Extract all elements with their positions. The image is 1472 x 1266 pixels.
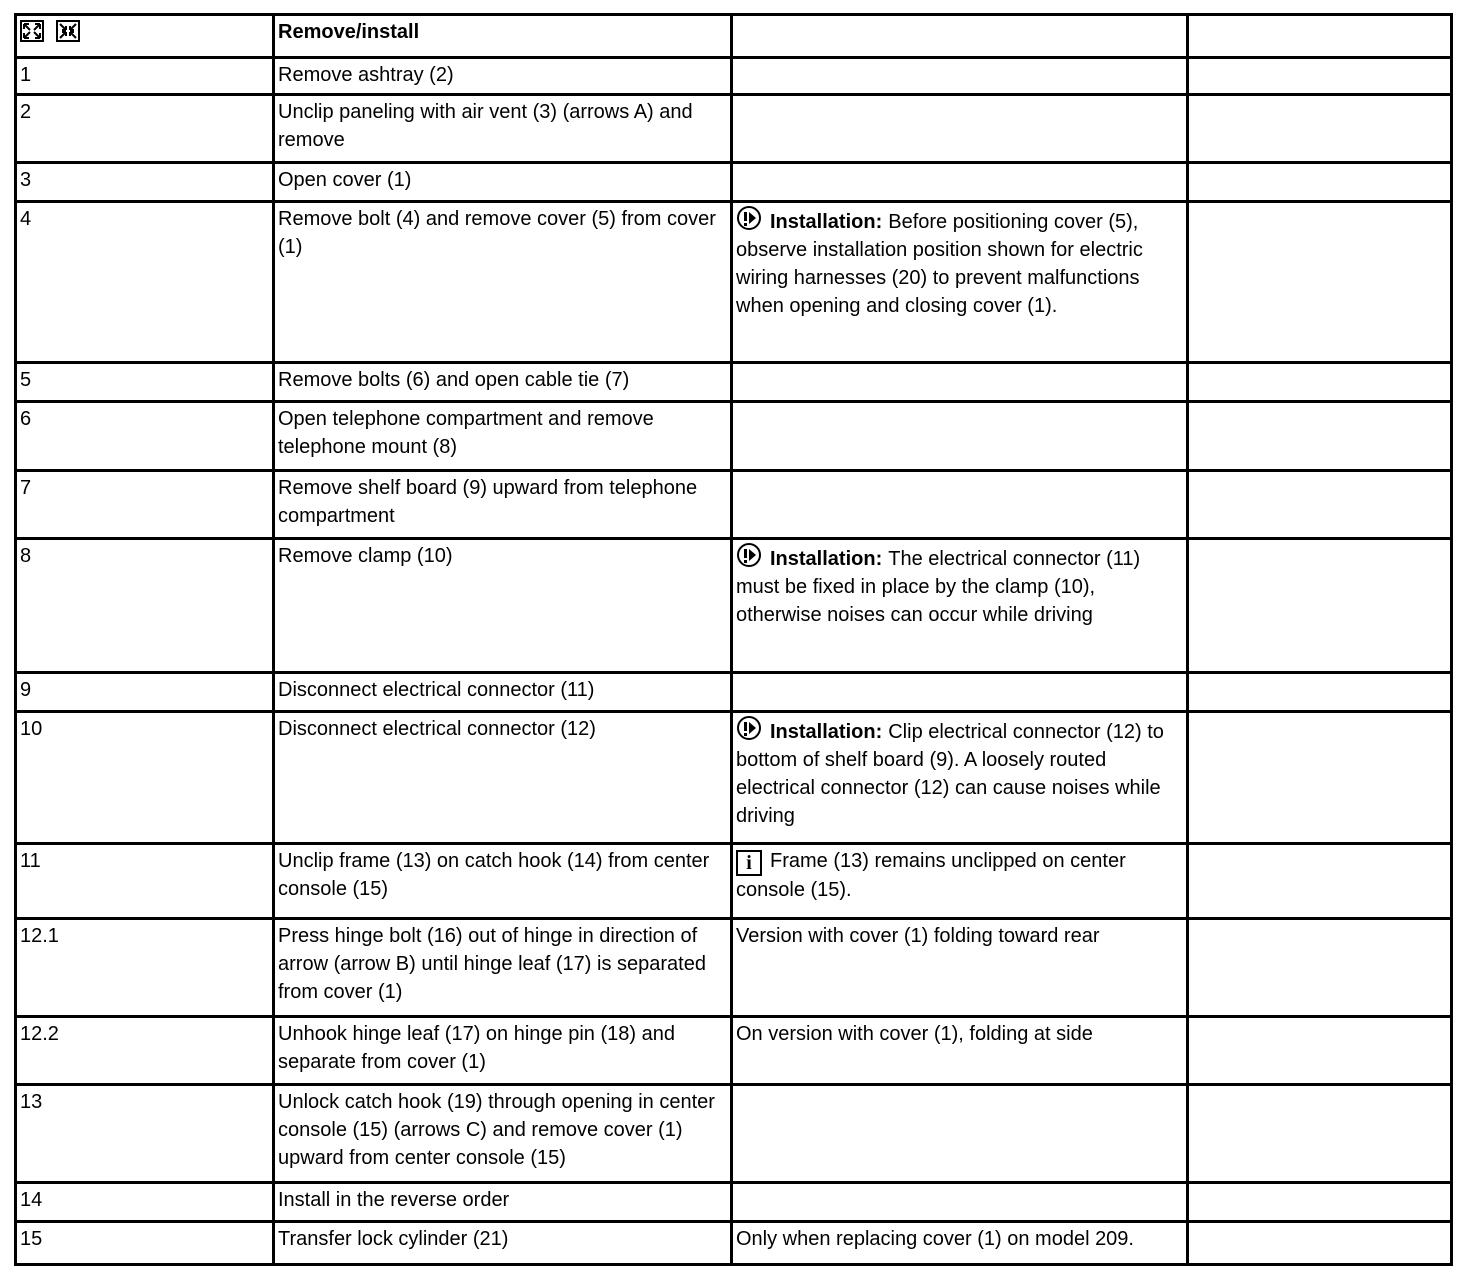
header-empty-cell [732, 15, 1188, 58]
step-number: 12.1 [16, 919, 274, 1017]
header-title: Remove/install [274, 15, 732, 58]
note-label: Installation: [770, 211, 883, 233]
note-text: On version with cover (1), folding at side [736, 1023, 1093, 1045]
note-label: Installation: [770, 721, 883, 743]
header-icons-cell [16, 15, 274, 58]
step-action: Remove bolt (4) and remove cover (5) from cover (1) [274, 202, 732, 363]
step-action: Transfer lock cylinder (21) [274, 1222, 732, 1265]
step-number: 9 [16, 673, 274, 712]
table-row [16, 1183, 1452, 1222]
table-row [16, 673, 1452, 712]
step-note [732, 539, 1188, 673]
table-row [16, 363, 1452, 402]
step-action: Remove shelf board (9) upward from telephone compartment [274, 471, 732, 539]
table-row [16, 712, 1452, 844]
step-action: Unlock catch hook (19) through opening in center console (15) (arrows C) and remove cover (1) upward from center console (15) [274, 1085, 732, 1183]
step-action: Disconnect electrical connector (11) [274, 673, 732, 712]
step-action: Open cover (1) [274, 163, 732, 202]
empty-cell [1188, 163, 1452, 202]
step-number: 5 [16, 363, 274, 402]
empty-cell [1188, 539, 1452, 673]
empty-cell [1188, 844, 1452, 919]
empty-cell [1188, 1222, 1452, 1265]
step-action: Remove bolts (6) and open cable tie (7) [274, 363, 732, 402]
empty-cell [1188, 363, 1452, 402]
note-text: Clip electrical connector (12) to bottom of shelf board (9). A loosely routed electrical connector (12) can cause noises while driving [736, 721, 1164, 827]
step-number: 15 [16, 1222, 274, 1265]
empty-cell [1188, 202, 1452, 363]
step-action: Disconnect electrical connector (12) [274, 712, 732, 844]
step-note [732, 1085, 1188, 1183]
table-row [16, 202, 1452, 363]
step-number: 4 [16, 202, 274, 363]
empty-cell [1188, 58, 1452, 95]
table-row [16, 1222, 1452, 1265]
empty-cell [1188, 712, 1452, 844]
step-action: Unclip paneling with air vent (3) (arrows A) and remove [274, 95, 732, 163]
table-row [16, 95, 1452, 163]
step-note [732, 363, 1188, 402]
note-text: The electrical connector (11) must be fixed in place by the clamp (10), otherwise noises can occur while driving [736, 548, 1141, 626]
table-row [16, 1085, 1452, 1183]
step-number: 6 [16, 402, 274, 471]
step-note [732, 163, 1188, 202]
step-number: 13 [16, 1085, 274, 1183]
step-note [732, 58, 1188, 95]
step-note [732, 712, 1188, 844]
step-note [732, 1017, 1188, 1085]
empty-cell [1188, 1017, 1452, 1085]
step-number: 8 [16, 539, 274, 673]
step-note [732, 471, 1188, 539]
step-note [732, 1222, 1188, 1265]
step-note [732, 919, 1188, 1017]
table-row [16, 844, 1452, 919]
step-number: 2 [16, 95, 274, 163]
note-text: Version with cover (1) folding toward rear [736, 925, 1100, 947]
note-label: Installation: [770, 548, 883, 570]
info-icon: i [736, 850, 762, 876]
step-number: 12.2 [16, 1017, 274, 1085]
header-empty-cell [1188, 15, 1452, 58]
header-row [16, 15, 1452, 58]
step-note [732, 673, 1188, 712]
step-action: Open telephone compartment and remove telephone mount (8) [274, 402, 732, 471]
step-note [732, 844, 1188, 919]
installation-note-icon [736, 205, 762, 231]
table-row [16, 919, 1452, 1017]
step-note [732, 202, 1188, 363]
empty-cell [1188, 673, 1452, 712]
procedure-table [14, 13, 1453, 1266]
installation-note-icon [736, 715, 762, 741]
step-number: 7 [16, 471, 274, 539]
note-text: Before positioning cover (5), observe installation position shown for electric wiring harnesses (20) to prevent malfunctions when opening and closing cover (1). [736, 211, 1143, 317]
collapse-all-icon[interactable] [56, 20, 80, 42]
note-text: Only when replacing cover (1) on model 209. [736, 1228, 1134, 1250]
table-row [16, 1017, 1452, 1085]
empty-cell [1188, 402, 1452, 471]
step-note [732, 1183, 1188, 1222]
table-row [16, 539, 1452, 673]
step-note [732, 402, 1188, 471]
table-row [16, 163, 1452, 202]
step-action: Remove ashtray (2) [274, 58, 732, 95]
step-note [732, 95, 1188, 163]
step-number: 3 [16, 163, 274, 202]
expand-all-icon[interactable] [20, 20, 44, 42]
empty-cell [1188, 95, 1452, 163]
installation-note-icon [736, 542, 762, 568]
empty-cell [1188, 919, 1452, 1017]
step-number: 1 [16, 58, 274, 95]
step-number: 14 [16, 1183, 274, 1222]
empty-cell [1188, 471, 1452, 539]
empty-cell [1188, 1085, 1452, 1183]
empty-cell [1188, 1183, 1452, 1222]
step-action: Press hinge bolt (16) out of hinge in direction of arrow (arrow B) until hinge leaf (17) is separated from cover (1) [274, 919, 732, 1017]
step-action: Remove clamp (10) [274, 539, 732, 673]
table-row [16, 58, 1452, 95]
step-number: 10 [16, 712, 274, 844]
step-number: 11 [16, 844, 274, 919]
step-action: Unclip frame (13) on catch hook (14) from center console (15) [274, 844, 732, 919]
table-row [16, 402, 1452, 471]
table-row [16, 471, 1452, 539]
step-action: Unhook hinge leaf (17) on hinge pin (18) and separate from cover (1) [274, 1017, 732, 1085]
step-action: Install in the reverse order [274, 1183, 732, 1222]
note-text: Frame (13) remains unclipped on center console (15). [736, 850, 1126, 901]
